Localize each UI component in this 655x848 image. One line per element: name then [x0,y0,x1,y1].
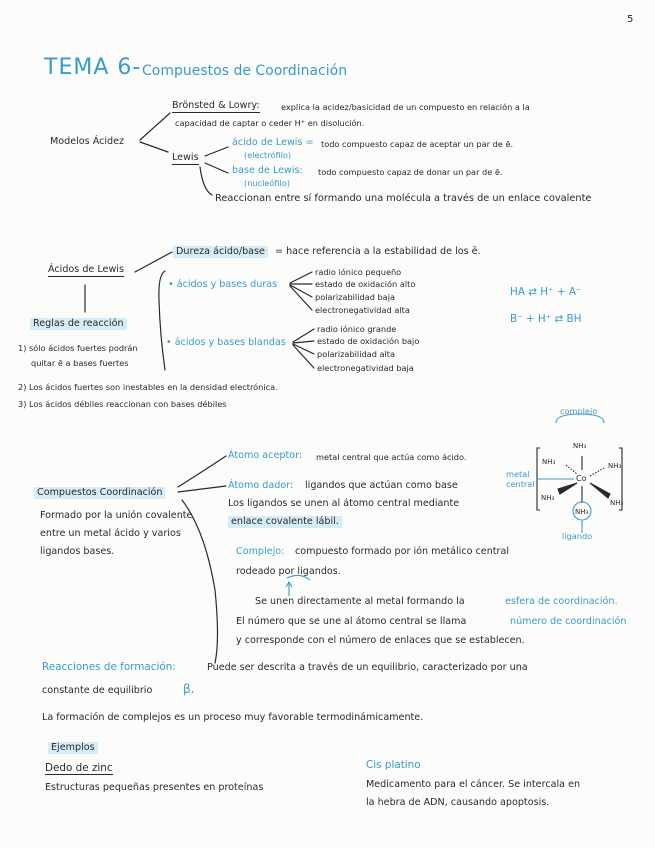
esfera-text-2a: El número que se une al átomo central se llama [236,616,467,627]
diagram-nh3-bl: NH₃ [541,494,555,502]
dedo-zinc-title: Dedo de zinc [45,762,113,774]
formacion-text-2: constante de equilibrio [42,685,153,696]
esfera-text-3: y corresponde con el número de enlaces que se establecen. [236,635,525,646]
blandos-item-4: electronegatividad baja [317,363,414,373]
diagram-nh3-br: NH₃ [610,499,624,507]
acido-lewis-note: (electrófilo) [244,150,292,160]
regla-1a: 1) sólo ácidos fuertes podrán [18,343,138,353]
acido-lewis-label: ácido de Lewis = [232,137,314,148]
bronsted-label: Brönsted & Lowry: [172,100,260,111]
complejo-text-2: rodeado por ligandos. [236,566,341,577]
cisplatino-text-1: Medicamento para el cáncer. Se intercala en [366,779,581,790]
bronsted-text-2: capacidad de captar o ceder H⁺ en disolución. [175,118,365,128]
diagram-nh3-top: NH₃ [573,442,587,450]
base-lewis-text: todo compuesto capaz de donar un par de ē. [318,167,503,177]
dador-text-3: enlace covalente lábil. [228,516,342,528]
page-subtitle: Compuestos de Coordinación [142,63,348,79]
compuestos-desc-3: ligandos bases. [40,546,115,557]
cisplatino-text-2: la hebra de ADN, causando apoptosis. [366,797,550,808]
duros-label: • ácidos y bases duras [168,279,278,290]
blandos-item-3: polarizabilidad alta [317,349,396,359]
duros-item-4: electronegatividad alta [315,305,410,315]
regla-1b: quitar ē a bases fuertes [31,358,129,368]
diagram-nh3-right: NH₃ [608,462,622,470]
dureza-text: = hace referencia a la estabilidad de los ē. [275,246,481,257]
dador-label: Átomo dador: [228,480,294,491]
regla-3: 3) Los ácidos débiles reaccionan con bases débiles [18,399,227,409]
compuestos-desc-2: entre un metal ácido y varios [40,528,181,539]
blandos-label: • ácidos y bases blandas [166,337,286,348]
duros-item-2: estado de oxidación alto [315,279,416,289]
page-title: TEMA 6- [44,55,142,80]
formacion-text-3: La formación de complejos es un proceso muy favorable termodinámicamente. [42,712,424,723]
formacion-label: Reacciones de formación: [42,661,176,673]
blandos-item-1: radio iónico grande [317,324,397,334]
dureza-label: Dureza ácido/base [173,246,268,258]
ejemplos-label: Ejemplos [48,742,98,754]
base-lewis-note: (nucleófilo) [244,178,291,188]
esfera-text-1b: esfera de coordinación. [505,596,618,607]
complejo-text: compuesto formado por ión metálico central [295,546,510,557]
acido-lewis-text: todo compuesto capaz de aceptar un par de ē. [321,139,514,149]
modelos-label: Modelos Ácidez [50,136,125,147]
beta-symbol: β. [183,682,195,696]
aceptor-label: Átomo aceptor: [228,450,303,461]
diagram-ligando-label: ligando [562,531,593,541]
diagram-nh3-bottom: NH₃ [575,508,589,516]
base-lewis-label: base de Lewis: [232,165,303,176]
duros-item-1: radio iónico pequeño [315,267,402,277]
blandos-item-2: estado de oxidación bajo [317,336,420,346]
compuestos-label: Compuestos Coordinación [34,487,165,499]
duros-item-3: polarizabilidad baja [315,292,395,302]
page-number: 5 [627,14,634,25]
reaccion-text: Reaccionan entre sí formando una molécula a través de un enlace covalente [215,193,592,204]
regla-2: 2) Los ácidos fuertes son inestables en la densidad electrónica. [18,382,278,392]
formacion-text: Puede ser descrita a través de un equilibrio, caracterizado por una [207,662,528,673]
dedo-zinc-text: Estructuras pequeñas presentes en proteínas [45,782,264,793]
equation-1: HA ⇄ H⁺ + A⁻ [510,286,582,298]
complejo-label: Complejo: [236,546,285,557]
reglas-label: Reglas de reacción [30,318,127,330]
esfera-text-1a: Se unen directamente al metal formando la [255,596,465,607]
acidos-label: Ácidos de Lewis [48,264,124,275]
bronsted-text-1: explica la acidez/basicidad de un compuesto en relación a la [281,102,530,112]
diagram-nh3-left: NH₃ [542,458,556,466]
cisplatino-title: Cis platino [366,759,421,771]
diagram-complejo-label: complejo [560,406,598,416]
lewis-label: Lewis [172,152,199,163]
equation-2: B⁻ + H⁺ ⇄ BH [510,313,582,325]
dador-text: ligandos que actúan como base [305,480,458,491]
esfera-text-2b: número de coordinación [510,616,627,627]
diagram-metal-central-label: metal central [506,469,535,489]
aceptor-text: metal central que actúa como ácido. [316,452,467,462]
diagram-co: Co [576,474,587,483]
dador-text-2: Los ligandos se unen al átomo central mediante [228,498,460,509]
compuestos-desc-1: Formado por la unión covalente [40,510,193,521]
